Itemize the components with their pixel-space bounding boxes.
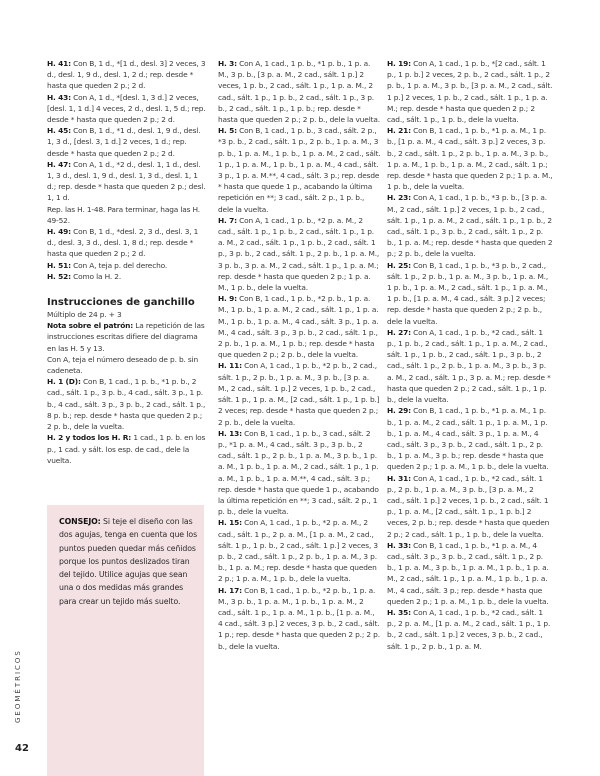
crochet-row-15: H. 15: Con A, 1 cad., 1 p. b., *2 p. a. M., 2 cad., sált. 1 p., 2 p. a. M., [1 p. a. M., 2 cad., sált. 1 p., 1 p. b., 2 cad., sált. 1 p.] 2 veces, 3 p. b., 2 cad., sált. 1 p., 2 p. b., 1 p. a. M., 3 p. b., 1 p. a. M.; rep. desde * hasta que queden 2 p.; 1 p. a. M., 1 p. b., dele la vuelta. [218,518,378,584]
crochet-row-31: H. 31: Con A, 1 cad., 1 p. b., *2 cad., sált. 1 p., 2 p. b., 1 p. a. M., 3 p. b., [3 p. a. M., 2 cad., sált. 1 p.] 2 veces, 1 p. b., 2 cad., sált. 1 p., 1 p. a. M., [2 cad., sált. 1 p., 1 p. b.] 2 veces, 2 p. b.; rep. desde * hasta que queden 2 p.; 2 cad., sált. 1 p., 1 p. b., dele la vuelta. [387,473,550,539]
middle-column [218,58,381,652]
crochet-row-21: H. 21: Con B, 1 cad., 1 p. b., *1 p. a. M., 1 p. b., [1 p. a. M., 4 cad., sált. 3 p.] 2 veces, 3 p. b., 2 cad., sált. 1 p., 2 p. b., 1 p. a. M., 3 p. b., 1 p. a. M., 1 p. b., 1 p. a. M., 2 cad., sált. 1 p.; rep. desde * hasta que queden 2 p.; 1 p. a. M., 1 p. b., dele la vuelta. [387,126,553,192]
knit-row-43: H. 43: Con A, 1 d., *[desl. 1, 3 d.] 2 veces, [desl. 1, 1 d.] 4 veces, 2 d., desl. 1, 5 d.; rep. desde * hasta que queden 2 p.; 2 d. [47,92,206,125]
knit-row-47: H. 47: Con A, 1 d., *2 d., desl. 1, 1 d., desl. 1, 3 d., desl. 1, 9 d., desl. 1, 3 d., desl. 1, 1 d.; rep. desde * hasta que queden 2 p.; desl. 1, 1 d. [47,159,206,203]
crochet-row-17: H. 17: Con B, 1 cad., 1 p. b., *2 p. b., 1 p. a. M., 3 p. b., 1 p. a. M., 1 p. b., 1 p. a. M., 2 cad., sált. 1 p., 1 p. a. M., 1 p. b., [1 p. a. M., 4 cad., sált. 3 p.] 2 veces, 3 p. b., 2 cad., sált. 1 p.; rep. desde * hasta que queden 2 p.; 2 p. b., dele la vuelta. [218,585,380,651]
crochet-section-title: Instrucciones de ganchillo [47,297,195,309]
knit-row-51: H. 51: Con A, teja p. del derecho. [47,260,168,270]
tip-text: CONSEJO: Si teje el diseño con las dos agujas, tenga en cuenta que los puntos pueden quedar más ceñidos porque los puntos deslizados tiran del tejido. Utilice agujas que sean una o dos medidas más grandes para crear un tejido más suelto. [59,517,198,606]
crochet-row-13: H. 13: Con B, 1 cad., 1 p. b., 3 cad., sált. 2 p., *1 p. a. M., 4 cad., sált. 3 p., 3 p. b., 2 cad., sált. 1 p., 2 p. b., 1 p. a. M., 3 p. b., 1 p. a. M., 1 p. b., 1 p. a. M., 2 cad., sált. 1 p., 1 p. a. M., 1 p. b., 1 p. a. M.**, 4 cad., sált. 3 p.; rep. desde * hasta que quede 1 p., acabando la última repetición en **; 3 cad., sált. 2 p., 1 p. b., dele la vuelta. [218,428,379,517]
crochet-row-1: H. 1 (D): Con B, 1 cad., 1 p. b., *1 p. b., 2 cad., sált. 1 p., 3 p. b., 4 cad., sált. 3 p., 1 p. b., 4 cad., sált. 3 p., 3 p. b., 2 cad., sált. 1 p., 8 p. b.; rep. desde * hasta que queden 2 p.; 2 p. b., dele la vuelta. [47,377,206,432]
knit-row-52: H. 52: Como la H. 2. [47,271,122,281]
knit-row-41: H. 41: Con B, 1 d., *[1 d., desl. 3] 2 veces, 3 d., desl. 1, 9 d., desl. 1, 2 d.; rep. desde * hasta que queden 2 p.; 2 d. [47,59,206,91]
crochet-row-25: H. 25: Con B, 1 cad., 1 p. b., *3 p. b., 2 cad., sált. 1 p., 2 p. b., 1 p. a. M., 3 p. b., 1 p. a. M., 1 p. b., 1 p. a. M., 2 cad., sált. 1 p., 1 p. a. M., 1 p. b., [1 p. a. M., 4 cad., sált. 3 p.] 2 veces; rep. desde * hasta que queden 2 p.; 2 p. b., dele la vuelta. [387,260,549,326]
crochet-row-2-even: H. 2 y todos los H. R: 1 cad., 1 p. b. en los p., 1 cad. y sált. los esp. de cad., dele la vuelta. [47,433,206,465]
knit-row-45: H. 45: Con B, 1 d., *1 d., desl. 1, 9 d., desl. 1, 3 d., [desl. 3, 1 d.] 2 veces, 1 d.; rep. desde * hasta que queden 2 p.; 2 d. [47,126,201,158]
section-side-label: GEOMÉTRICOS [14,649,22,723]
crochet-row-7: H. 7: Con A, 1 cad., 1 p. b., *2 p. a. M., 2 cad., sált. 1 p., 1 p. b., 2 cad., sált. 1 p., 1 p. a. M., 2 cad., sált. 1 p., 1 p. b., 2 cad., sált. 1 p., 3 p. b., 2 cad., sált. 1 p., 2 p. b., 1 p. a. M., 3 p. b., 3 p. a. M., 2 cad., sált. 1 p., 1 p. a. M.; rep. desde * hasta que queden 2 p.; 1 p. a. M., 1 p. b., dele la vuelta. [218,215,380,293]
stitch-multiple: Múltiplo de 24 p. + 3 [47,310,122,320]
crochet-row-29: H. 29: Con B, 1 cad., 1 p. b., *1 p. a. M., 1 p. b., 1 p. a. M., 2 cad., sált. 1 p., 1 p. a. M., 1 p. b., 1 p. a. M., 4 cad., sált. 3 p., 1 p. a. M., 4 cad., sált. 3 p., 3 p. b., 2 cad., sált. 1 p., 2 p. b., 1 p. a. M., 3 p. b.; rep. desde * hasta que queden 2 p.; 1 p. a. M., 1 p. b., dele la vuelta. [387,406,549,472]
crochet-row-11: H. 11: Con A, 1 cad., 1 p. b., *2 p. b., 2 cad., sált. 1 p., 2 p. b., 1 p. a. M., 3 p. b., [3 p. a. M., 2 cad., sált. 1 p.] 2 veces, 1 p. b., 2 cad., sált. 1 p., 1 p. a. M., [2 cad., sált. 1 p., 1 p. b.] 2 veces; rep. desde * hasta que queden 2 p.; 2 p. b., dele la vuelta. [218,361,380,427]
crochet-row-5: H. 5: Con B, 1 cad., 1 p. b., 3 cad., sált. 2 p., *3 p. b., 2 cad., sált. 1 p., 2 p. b., 1 p. a. M., 3 p. b., 1 p. a. M., 1 p. b., 1 p. a. M., 2 cad., sált. 1 p., 1 p. a. M., 1 p. b., 1 p. a. M., 4 cad., sált. 3 p., 1 p. a. M.**, 4 cad., sált. 3 p.; rep. desde * hasta que quede 1 p., acabando la última repetición en **; 3 cad., sált. 2 p., 1 p. b., dele la vuelta. [218,126,381,214]
crochet-row-19: H. 19: Con A, 1 cad., 1 p. b., *[2 cad., sált. 1 p., 1 p. b.] 2 veces, 2 p. b., 2 cad., sált. 1 p., 2 p. b., 1 p. a. M., 3 p. b., [3 p. a. M., 2 cad., sált. 1 p.] 2 veces, 1 p. b., 2 cad., sált. 1 p., 1 p. a. M.; rep. desde * hasta que queden 2 p.; 2 cad., sált. 1 p., 1 p. b., dele la vuelta. [387,59,553,125]
left-column [47,58,207,466]
crochet-row-3: H. 3: Con A, 1 cad., 1 p. b., *1 p. b., 1 p. a. M., 3 p. b., [3 p. a. M., 2 cad., sált. 1 p.] 2 veces, 1 p. b., 2 cad., sált. 1 p., 1 p. a. M., 2 cad., sált. 1 p., 1 p. b., 2 cad., sált. 1 p., 3 p. b., 2 cad., sált. 1 p., 1 p. b.; rep. desde * hasta que queden 2 p.; 2 p. b., dele la vuelta. [218,59,380,125]
pattern-note: Nota sobre el patrón: La repetición de las instrucciones escritas difiere del diagrama en las H. 5 y 13. [47,321,205,353]
crochet-row-9: H. 9: Con B, 1 cad., 1 p. b., *2 p. b., 1 p. a. M., 1 p. b., 1 p. a. M., 2 cad., sált. 1 p., 1 p. a. M., 1 p. b., 1 p. a. M., 4 cad., sált. 3 p., 1 p. a. M., 4 cad., sált. 3 p., 3 p. b., 2 cad., sált. 1 p., 2 p. b., 1 p. a. M., 1 p. b.; rep. desde * hasta que queden 2 p.; 2 p. b., dele la vuelta. [218,294,379,360]
crochet-row-27: H. 27: Con A, 1 cad., 1 p. b., *2 cad., sált. 1 p., 1 p. b., 2 cad., sált. 1 p., 1 p. a. M., 2 cad., sált. 1 p., 1 p. b., 2 cad., sált. 1 p., 3 p. b., 2 cad., sált. 1 p., 2 p. b., 1 p. a. M., 3 p. b., 3 p. a. M., 2 cad., sált. 1 p., 3 p. a. M.; rep. desde * hasta que queden 2 p.; 2 cad., sált. 1 p., 1 p. b., dele la vuelta. [387,327,551,405]
crochet-row-23: H. 23: Con A, 1 cad., 1 p. b., *3 p. b., [3 p. a. M., 2 cad., sált. 1 p.] 2 veces, 1 p. b., 2 cad., sált. 1 p., 1 p. a. M., 2 cad., sált. 1 p., 1 p. b., 2 cad., sált. 1 p., 3 p. b., 2 cad., sált. 1 p., 2 p. b., 1 p. a. M.; rep. desde * hasta que queden 2 p.; 2 p. b., dele la vuelta. [387,193,553,259]
knit-row-49: H. 49: Con B, 1 d., *desl. 2, 3 d., desl. 3, 1 d., desl. 3, 3 d., desl. 1, 8 d.; rep. desde * hasta que queden 2 p.; 2 d. [47,227,199,259]
page-number: 42 [15,743,29,754]
crochet-row-33: H. 33: Con B, 1 cad., 1 p. b., *1 p. a. M., 4 cad., sált. 3 p., 3 p. b., 2 cad., sált. 1 p., 2 p. b., 1 p. a. M., 3 p. b., 1 p. a. M., 1 p. b., 1 p. a. M., 2 cad., sált. 1 p., 1 p. a. M., 1 p. b., 1 p. a. M., 4 cad., sált. 3 p.; rep. desde * hasta que queden 2 p.; 1 p. a. M., 1 p. b., dele la vuelta. [387,540,549,606]
tip-box [47,505,204,776]
repeat-instruction: Rep. las H. 1-48. Para terminar, haga las H. 49-52. [47,204,200,225]
start-instruction: Con A, teja el número deseado de p. b. sin cadeneta. [47,354,199,376]
right-column [387,58,553,652]
crochet-row-35: H. 35: Con A, 1 cad., 1 p. b., *2 cad., sált. 1 p., 2 p. a. M., [1 p. a. M., 2 cad., sált. 1 p., 1 p. b., 2 cad., sált. 1 p.] 2 veces, 3 p. b., 2 cad., sált. 1 p., 2 p. b., 1 p. a. M. [387,607,551,651]
